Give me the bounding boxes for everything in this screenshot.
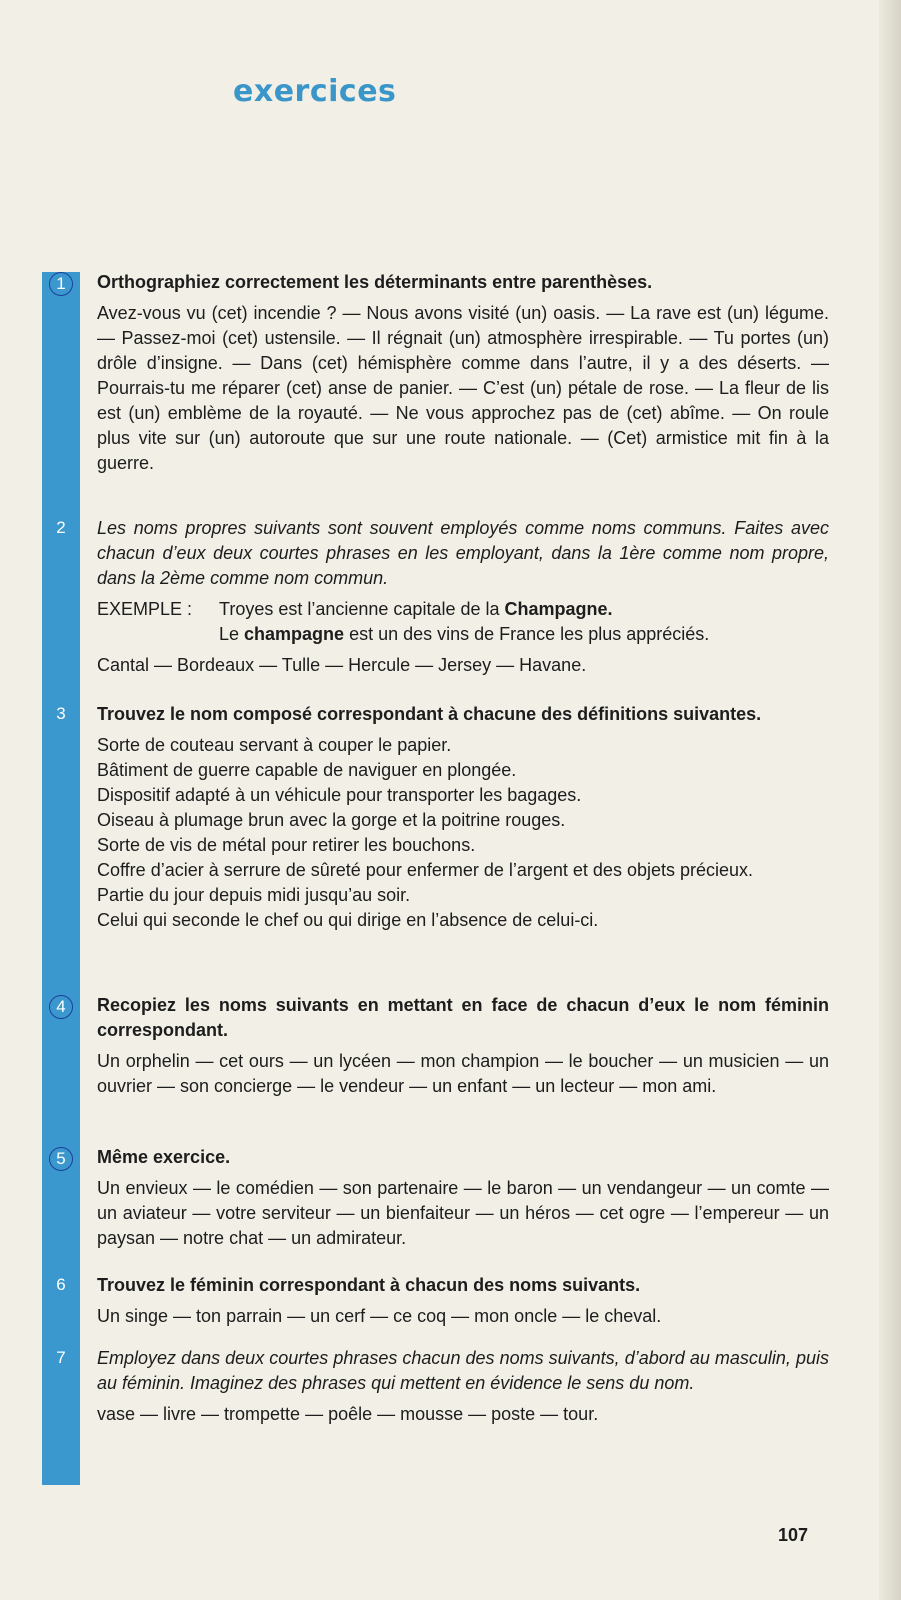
exercise-6 — [42, 1273, 829, 1329]
exercise-text: Avez-vous vu (cet) incendie ? — Nous avons visité (un) oasis. — La rave est (un) légume. — Passez-moi (cet) ustensile. — Il régnait (un) atmosphère irrespirable. — Tu portes (un) drôle d’insigne. — Dans (cet) hémisphère comme dans l’autre, il y a des déserts. — Pourrais-tu me réparer (cet) anse de panier. — C’est (un) pétale de rose. — La fleur de lis est (un) emblème de la royauté. — Ne vous approchez pas de (cet) abîme. — On roule plus vite sur (un) autoroute que sur une route nationale. — (Cet) armistice mit fin à la guerre. — [97, 303, 829, 473]
page-edge — [879, 0, 901, 1600]
exercise-instruction: Recopiez les noms suivants en mettant en face de chacun d’eux le nom féminin correspondant. — [97, 995, 829, 1040]
page-number: 107 — [778, 1525, 809, 1545]
example-line-1: EXEMPLE : Troyes est l’ancienne capitale de la Champagne. — [97, 597, 829, 622]
list-item: Dispositif adapté à un véhicule pour transporter les bagages. — [97, 785, 582, 805]
definition-list — [97, 733, 829, 933]
list-item: Celui qui seconde le chef ou qui dirige en l’absence de celui-ci. — [97, 910, 599, 930]
exercise-7 — [42, 1346, 829, 1427]
list-item: Sorte de vis de métal pour retirer les bouchons. — [97, 835, 476, 855]
page-title: exercices — [233, 74, 397, 109]
exercise-instruction: Les noms propres suivants sont souvent employés comme noms communs. Faites avec chacun d’eux deux courtes phrases en les employant, dans la 1ère comme nom propre, dans la 2ème comme nom commun. — [97, 518, 829, 588]
list-item: Oiseau à plumage brun avec la gorge et la poitrine rouges. — [97, 810, 566, 830]
list-item: Partie du jour depuis midi jusqu’au soir. — [97, 885, 411, 905]
exercise-number: 1 — [42, 272, 80, 296]
example-line-2: Le champagne est un des vins de France les plus appréciés. — [219, 624, 710, 644]
exercise-text: Un orphelin — cet ours — un lycéen — mon champion — le boucher — un musicien — un ouvrier — son concierge — le vendeur — un enfant — un lecteur — mon ami. — [97, 1051, 829, 1096]
exercise-text: Un envieux — le comédien — son partenaire — le baron — un vendangeur — un comte — un aviateur — votre serviteur — un bienfaiteur — un héros — cet ogre — l’empereur — un paysan — notre chat — un admirateur. — [97, 1178, 829, 1248]
exercise-instruction: Trouvez le féminin correspondant à chacun des noms suivants. — [97, 1275, 641, 1295]
exercise-number: 2 — [56, 518, 66, 537]
exercise-instruction: Trouvez le nom composé correspondant à chacune des définitions suivantes. — [97, 704, 762, 724]
exercise-3 — [42, 702, 829, 933]
exercise-4 — [42, 993, 829, 1099]
exercise-number: 5 — [42, 1147, 80, 1171]
exercise-1 — [42, 270, 829, 476]
exercise-2 — [42, 516, 829, 678]
list-item: Coffre d’acier à serrure de sûreté pour enfermer de l’argent et des objets précieux. — [97, 860, 754, 880]
exercise-number: 4 — [42, 995, 80, 1019]
example-label: EXEMPLE : — [97, 599, 193, 619]
exercise-text: Cantal — Bordeaux — Tulle — Hercule — Jersey — Havane. — [97, 655, 587, 675]
exercise-text: vase — livre — trompette — poêle — mousse — poste — tour. — [97, 1404, 599, 1424]
list-item: Bâtiment de guerre capable de naviguer en plongée. — [97, 760, 517, 780]
exercise-instruction: Orthographiez correctement les déterminants entre parenthèses. — [97, 272, 653, 292]
exercise-number: 3 — [56, 704, 66, 723]
exercise-number: 7 — [56, 1348, 66, 1367]
exercise-instruction: Employez dans deux courtes phrases chacun des noms suivants, d’abord au masculin, puis au féminin. Imaginez des phrases qui mettent en évidence le sens du nom. — [97, 1348, 829, 1393]
list-item: Sorte de couteau servant à couper le papier. — [97, 735, 452, 755]
exercise-5 — [42, 1145, 829, 1251]
exercise-number: 6 — [56, 1275, 66, 1294]
exercise-text: Un singe — ton parrain — un cerf — ce coq — mon oncle — le cheval. — [97, 1306, 662, 1326]
exercise-instruction: Même exercice. — [97, 1147, 231, 1167]
